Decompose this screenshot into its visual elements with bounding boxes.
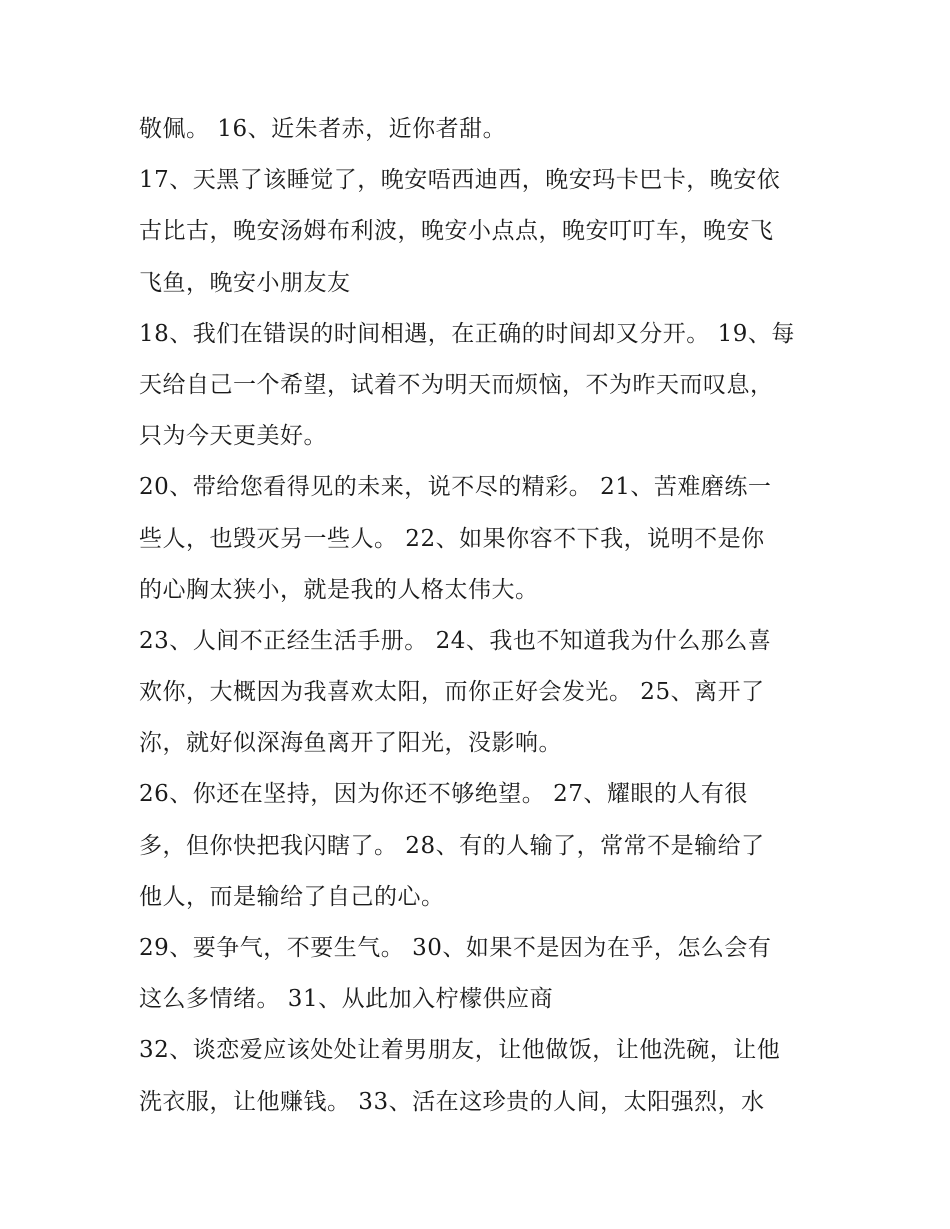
text-line: 17、天黑了该睡觉了，晚安唔西迪西，晚安玛卡巴卡，晚安依: [139, 167, 781, 194]
text-line: 23、人间不正经生活手册。 24、我也不知道我为什么那么喜: [139, 627, 772, 654]
text-line: 的心胸太狭小，就是我的人格太伟大。: [139, 576, 539, 603]
text-line: 他人，而是输给了自己的心。: [139, 883, 445, 910]
text-line: 26、你还在坚持，因为你还不够绝望。 27、耀眼的人有很: [139, 781, 748, 808]
text-line: 多，但你快把我闪瞎了。 28、有的人输了，常常不是输给了: [139, 832, 765, 859]
text-line: 20、带给您看得见的未来，说不尽的精彩。 21、苦难磨练一: [139, 474, 772, 501]
text-line: 古比古，晚安汤姆布利波，晚安小点点，晚安叮叮车，晚安飞: [139, 218, 774, 245]
text-line: 32、谈恋爱应该处处让着男朋友，让他做饭，让他洗碗，让他: [139, 1037, 781, 1064]
text-line: 天给自己一个希望，试着不为明天而烦恼，不为昨天而叹息，: [139, 371, 774, 398]
text-line: 洗衣服，让他赚钱。 33、活在这珍贵的人间，太阳强烈，水: [139, 1088, 765, 1115]
text-line: 29、要争气，不要生气。 30、如果不是因为在乎，怎么会有: [139, 935, 772, 961]
text-line: 些人，也毁灭另一些人。 22、如果你容不下我，说明不是你: [139, 525, 765, 552]
text-line: 敬佩。 16、近朱者赤，近你者甜。: [139, 116, 507, 142]
text-line: 欢你，大概因为我喜欢太阳，而你正好会发光。 25、离开了: [139, 679, 765, 706]
text-line: 沵，就好似深海鱼离开了阳光，没影响。: [139, 730, 562, 757]
text-line: 飞鱼，晚安小朋友友: [139, 269, 351, 296]
text-line: 只为今天更美好。: [139, 423, 327, 450]
text-line: 18、我们在错误的时间相遇，在正确的时间却又分开。 19、每: [139, 320, 795, 347]
document-body-text: [139, 104, 829, 1128]
text-line: 这么多情绪。 31、从此加入柠檬供应商: [139, 986, 554, 1013]
